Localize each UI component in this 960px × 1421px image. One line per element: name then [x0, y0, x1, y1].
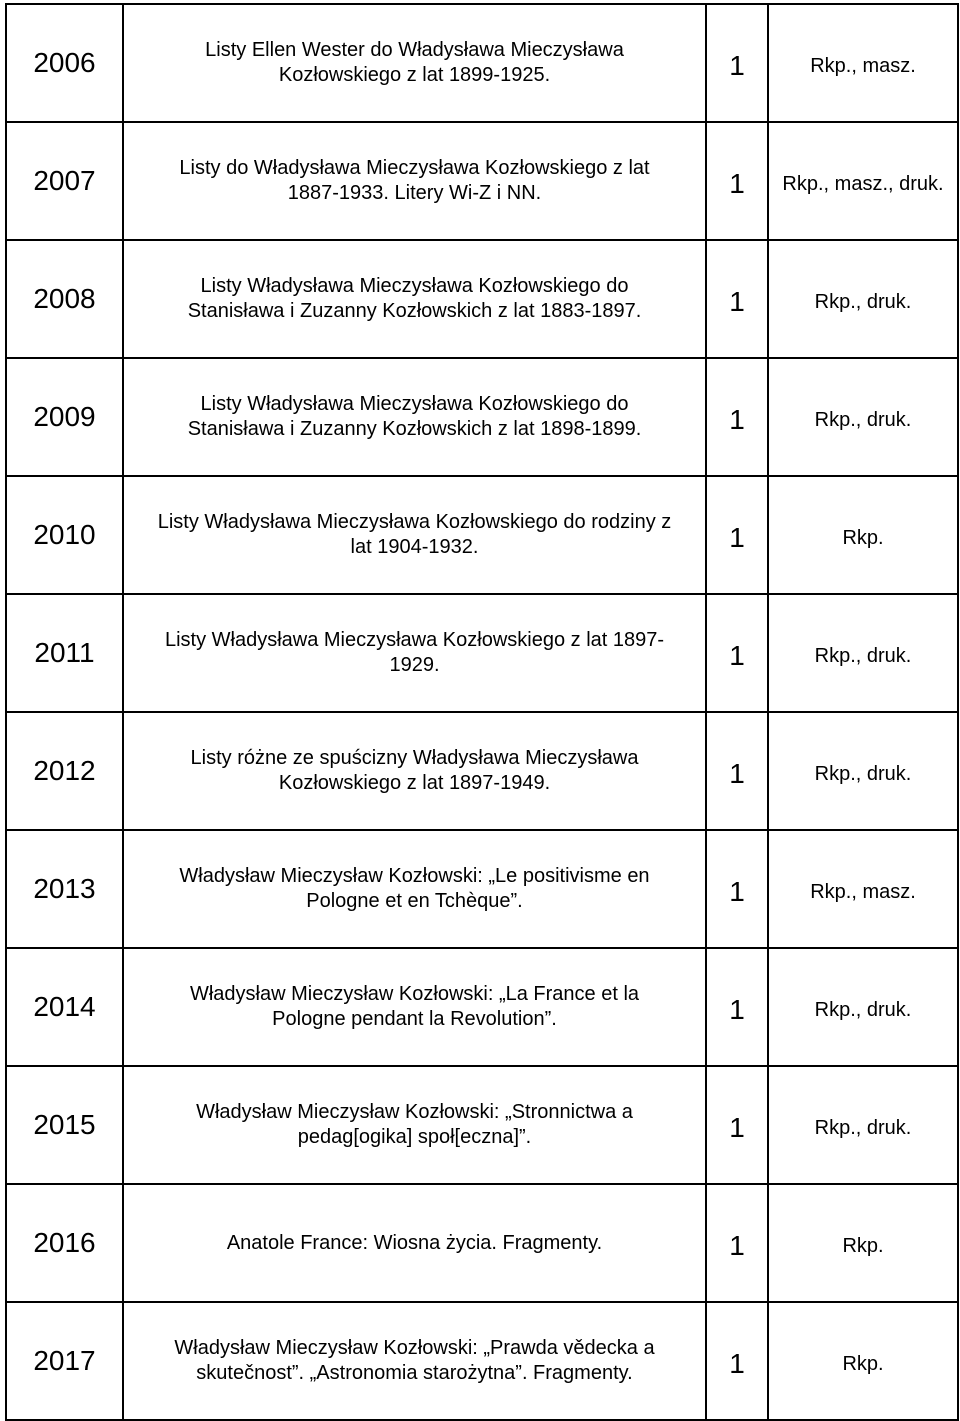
- title-cell: [123, 240, 706, 358]
- table-row: [6, 830, 958, 948]
- title-line-2: Kozłowskiego z lat 1899-1925.: [278, 64, 551, 86]
- title-line-1: Władysław Mieczysław Kozłowski: „La France et la: [189, 983, 640, 1005]
- count-cell: 1: [706, 476, 768, 594]
- type-cell: Rkp., druk.: [768, 594, 958, 712]
- count-cell: 1: [706, 1066, 768, 1184]
- table-row: [6, 712, 958, 830]
- type-cell: Rkp., masz.: [768, 4, 958, 122]
- table-row: [6, 122, 958, 240]
- signature-cell: 2016: [6, 1184, 123, 1302]
- title-line-2: Stanisława i Zuzanny Kozłowskich z lat 1898-1899.: [187, 418, 642, 440]
- signature-cell: 2009: [6, 358, 123, 476]
- title-line-1: Listy Ellen Wester do Władysława Mieczysława: [205, 39, 624, 61]
- title-line-1: Listy Władysława Mieczysława Kozłowskiego do: [200, 275, 629, 297]
- title-line-2: pedag[ogika] społ[eczna]”.: [297, 1126, 532, 1148]
- title-cell: [123, 1184, 706, 1302]
- title-cell: [123, 830, 706, 948]
- signature-cell: 2013: [6, 830, 123, 948]
- title-line-2: lat 1904-1932.: [350, 536, 479, 558]
- title-cell: [123, 1066, 706, 1184]
- title-line-1: Listy różne ze spuścizny Władysława Mieczysława: [190, 747, 639, 769]
- title-line-2: 1929.: [389, 654, 440, 676]
- title-cell: [123, 4, 706, 122]
- signature-cell: 2011: [6, 594, 123, 712]
- table-row: [6, 1184, 958, 1302]
- count-cell: 1: [706, 4, 768, 122]
- type-cell: Rkp.: [768, 1302, 958, 1420]
- type-cell: Rkp.: [768, 1184, 958, 1302]
- type-cell: Rkp., masz.: [768, 830, 958, 948]
- title-line-2: Stanisława i Zuzanny Kozłowskich z lat 1883-1897.: [187, 300, 642, 322]
- count-cell: 1: [706, 358, 768, 476]
- count-cell: 1: [706, 948, 768, 1066]
- type-cell: Rkp., masz., druk.: [768, 122, 958, 240]
- title-cell: [123, 122, 706, 240]
- title-line-2: 1887-1933. Litery Wi-Z i NN.: [287, 182, 542, 204]
- title-cell: [123, 358, 706, 476]
- title-cell: [123, 1302, 706, 1420]
- table-row: [6, 240, 958, 358]
- type-cell: Rkp., druk.: [768, 358, 958, 476]
- title-line-2: skutečnost”. „Astronomia starożytna”. Fragmenty.: [196, 1362, 633, 1384]
- count-cell: 1: [706, 830, 768, 948]
- title-line-2: Kozłowskiego z lat 1897-1949.: [278, 772, 551, 794]
- title-cell: [123, 712, 706, 830]
- title-line-1: Listy Władysława Mieczysława Kozłowskiego z lat 1897-: [164, 629, 665, 651]
- count-cell: 1: [706, 1302, 768, 1420]
- title-cell: [123, 594, 706, 712]
- title-cell: [123, 948, 706, 1066]
- count-cell: 1: [706, 122, 768, 240]
- type-cell: Rkp., druk.: [768, 948, 958, 1066]
- type-cell: Rkp.: [768, 476, 958, 594]
- count-cell: 1: [706, 594, 768, 712]
- type-cell: Rkp., druk.: [768, 1066, 958, 1184]
- title-line-2: Pologne pendant la Revolution”.: [272, 1008, 557, 1030]
- signature-cell: 2017: [6, 1302, 123, 1420]
- signature-cell: 2007: [6, 122, 123, 240]
- title-line-1: Listy Władysława Mieczysława Kozłowskiego do: [200, 393, 629, 415]
- type-cell: Rkp., druk.: [768, 712, 958, 830]
- title-line-1: Listy Władysława Mieczysława Kozłowskiego do rodziny z: [157, 511, 672, 533]
- table-row: [6, 1066, 958, 1184]
- title-line-1: Władysław Mieczysław Kozłowski: „Prawda vědecka a: [174, 1337, 655, 1359]
- signature-cell: 2008: [6, 240, 123, 358]
- type-cell: Rkp., druk.: [768, 240, 958, 358]
- catalog-table: [5, 3, 959, 1421]
- table-row: [6, 1302, 958, 1420]
- table-row: [6, 476, 958, 594]
- table-row: [6, 594, 958, 712]
- title-line-1: Władysław Mieczysław Kozłowski: „Le positivisme en: [179, 865, 650, 887]
- table-row: [6, 358, 958, 476]
- title-line-1: Listy do Władysława Mieczysława Kozłowskiego z lat: [179, 157, 650, 179]
- count-cell: 1: [706, 1184, 768, 1302]
- title-line-1: Anatole France: Wiosna życia. Fragmenty.: [226, 1231, 603, 1254]
- count-cell: 1: [706, 712, 768, 830]
- signature-cell: 2010: [6, 476, 123, 594]
- count-cell: 1: [706, 240, 768, 358]
- title-cell: [123, 476, 706, 594]
- signature-cell: 2012: [6, 712, 123, 830]
- table-row: [6, 948, 958, 1066]
- signature-cell: 2006: [6, 4, 123, 122]
- title-line-1: Władysław Mieczysław Kozłowski: „Stronnictwa a: [196, 1101, 633, 1123]
- table-row: [6, 4, 958, 122]
- signature-cell: 2014: [6, 948, 123, 1066]
- title-line-2: Pologne et en Tchèque”.: [306, 890, 523, 912]
- signature-cell: 2015: [6, 1066, 123, 1184]
